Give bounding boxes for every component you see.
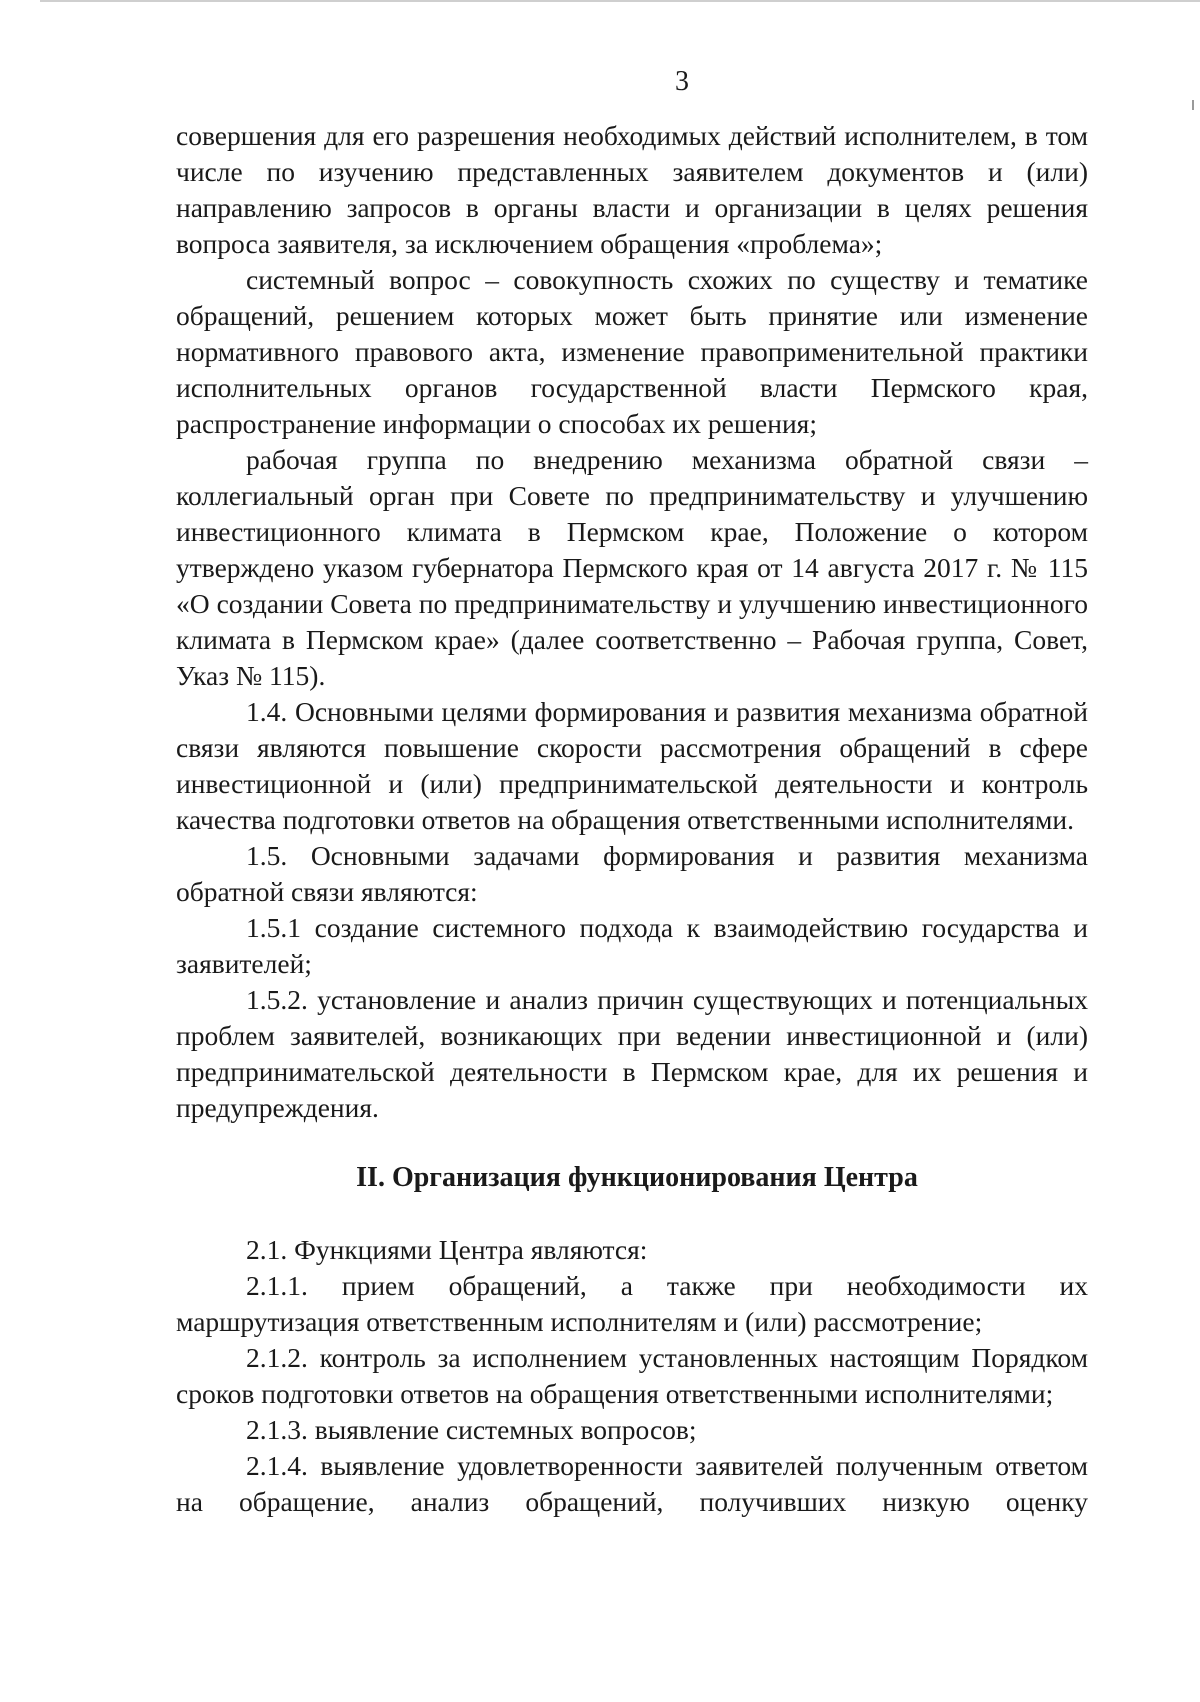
page-number: 3 — [675, 66, 689, 97]
paragraph: 1.4. Основными целями формирования и развития механизма обратной связи являются повышение скорости рассмотрения обращений в сфере инвестиционной и (или) предпринимательской деятельности и контроль качества подготовки ответов на обращения ответственными исполнителями. — [176, 696, 1088, 835]
margin-mark — [1192, 100, 1194, 110]
paragraph: 2.1.3. выявление системных вопросов; — [246, 1414, 697, 1445]
scan-edge — [40, 0, 1200, 2]
paragraph: совершения для его разрешения необходимых действий исполнителем, в том числе по изучению представленных заявителем документов и (или) направлению запросов в органы власти и организации в целях решения вопроса заявителя, за исключением обращения «проблема»; — [176, 120, 1088, 259]
paragraph: рабочая группа по внедрению механизма обратной связи – коллегиальный орган при Совете по предпринимательству и улучшению инвестиционного климата в Пермском крае, Положение о котором утверждено указом губернатора Пермского края от 14 августа 2017 г. № 115 «О создании Совета по предпринимательству и улучшению инвестиционного климата в Пермском крае» (далее соответственно – Рабочая группа, Совет, Указ № 115). — [176, 444, 1088, 691]
paragraph: 1.5.2. установление и анализ причин существующих и потенциальных проблем заявителей, возникающих при ведении инвестиционной и (или) предпринимательской деятельности в Пермском крае, для их решения и предупреждения. — [176, 984, 1088, 1123]
paragraph: 2.1.4. выявление удовлетворенности заявителей полученным ответом на обращение, анализ обращений, получивших низкую оценку — [176, 1450, 1088, 1517]
paragraph: 1.5.1 создание системного подхода к взаимодействию государства и заявителей; — [176, 912, 1088, 979]
section-heading: II. Организация функционирования Центра — [356, 1162, 918, 1193]
paragraph: системный вопрос – совокупность схожих по существу и тематике обращений, решением которых может быть принятие или изменение нормативного правового акта, изменение правоприменительной практики исполнительных органов государственной власти Пермского края, распространение информации о способах их решения; — [176, 264, 1088, 439]
paragraph: 2.1.2. контроль за исполнением установленных настоящим Порядком сроков подготовки ответов на обращения ответственными исполнителями; — [176, 1342, 1088, 1409]
paragraph: 1.5. Основными задачами формирования и развития механизма обратной связи являются: — [176, 840, 1088, 907]
paragraph: 2.1.1. прием обращений, а также при необходимости их маршрутизация ответственным исполнителям и (или) рассмотрение; — [176, 1270, 1088, 1337]
body-text-top — [176, 118, 1088, 1126]
body-text-bottom — [176, 1232, 1088, 1520]
paragraph: 2.1. Функциями Центра являются: — [246, 1234, 648, 1265]
